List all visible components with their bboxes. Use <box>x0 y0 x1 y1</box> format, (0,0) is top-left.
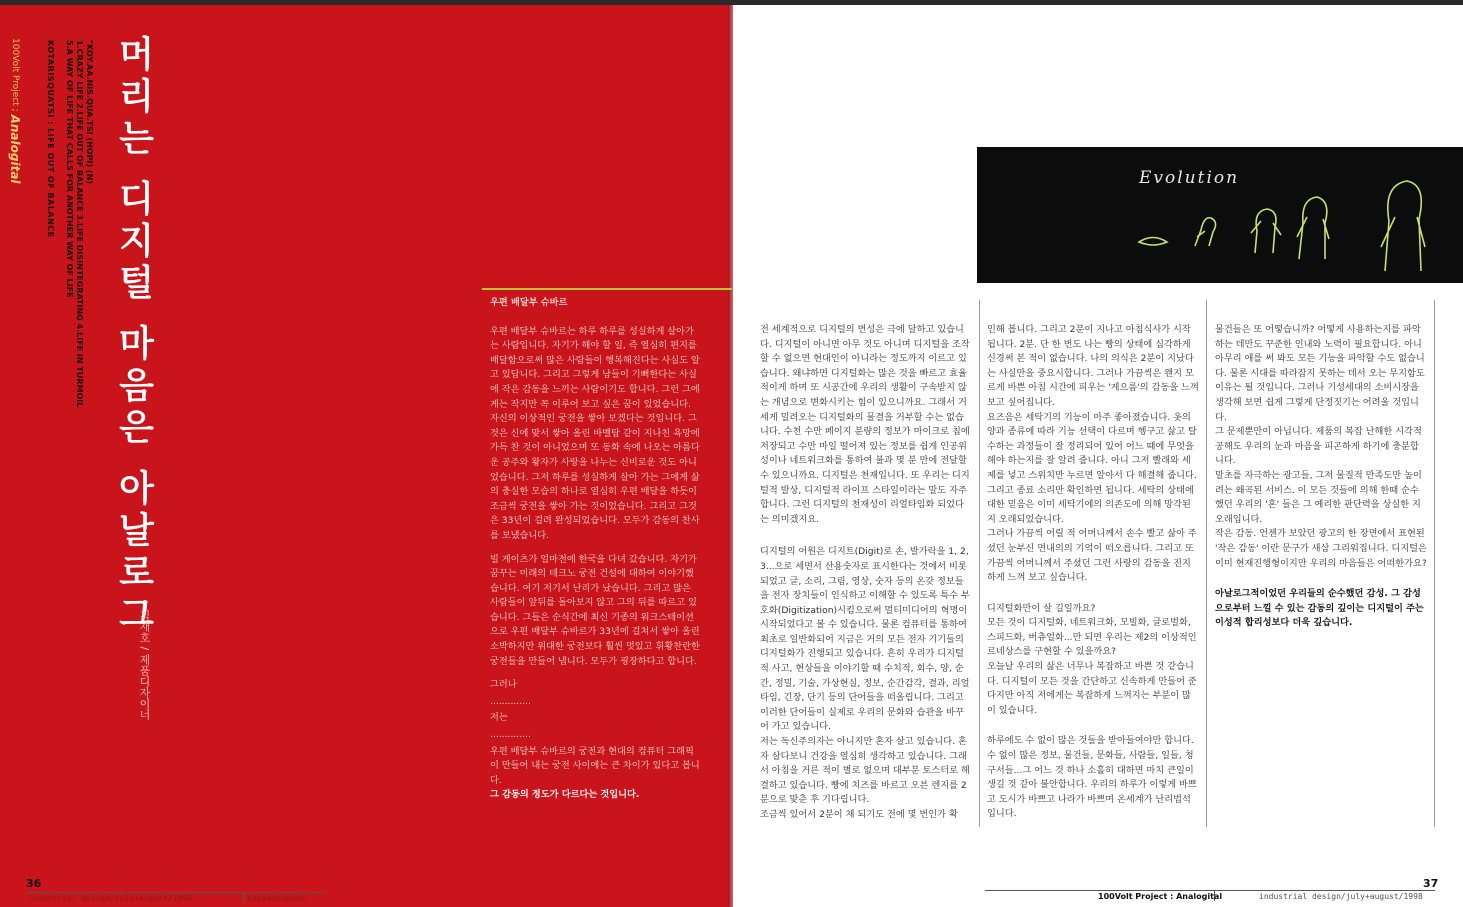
quote-line-1: "KOY.AA.NIS.QUA.TSI (HOPI) (N) <box>85 40 94 184</box>
divider-left <box>482 288 732 290</box>
paragraph: .............. <box>490 695 531 707</box>
paragraph: 오늘날 우리의 삶은 너무나 복잡하고 바쁜 것 같습니다. 디지털이 모든 것을 간단하고 신속하게 만들어 준다지만 아직 저에게는 복잡하게 느껴지는 부분이 많이 있습니다. <box>987 661 1197 716</box>
paragraph: 인해 봅니다. 그리고 2분이 지나고 아침식사가 시작됩니다. 2분. 단 한 번도 나는 빵의 상태에 심각하게 신경써 본 적이 없습니다. 나의 의식은 2분이 지났다는 사실만을 중요시합니다. 그러나 가끔씩은 왠지 모르게 바쁜 아침 시간에 피우는 '게으름'의 감동을 느껴 보고 싶어집니다. <box>987 324 1199 408</box>
paragraph: 저는 독신주의자는 아니지만 혼자 살고 있습니다. 혼자 살다보니 건강을 열심히 생각하고 있습니다. 그래서 아침을 거른 적이 별로 없으며 대부분 토스터로 해결하고 있습니다. 빵에 치즈를 바르고 오븐 렌지를 2분으로 맞춘 후 기다립니다. <box>760 736 970 806</box>
text-column-3 <box>1215 323 1427 640</box>
series-label <box>8 38 22 184</box>
paragraph: 물건들은 또 어떻습니까? 어떻게 사용하는지를 파악하는 데만도 꾸준한 인내와 노력이 필요합니다. 아니 아무리 애를 써 봐도 모든 기능을 파악할 수도 없습니다. 물론 시대를 따라잡지 못하는 데서 오는 무지함도 이유는 될 것입니다. 그러나 기성세대의 소비시장을 생각해 보면 쉽게 그렇게 단정짓기는 어려울 것입니다. <box>1215 324 1425 423</box>
creature-hominid <box>1297 197 1329 259</box>
footer-project-right: 100Volt Project : Analogital <box>1098 892 1223 901</box>
footer-journal-left: industrial design/july+august/1999 <box>28 894 192 903</box>
paragraph: 모든 것이 디지털화, 네트워크화, 모빌화, 글로벌화, 스피드화, 버츄얼화...만 되면 우리는 제2의 이상적인 르네상스를 구현할 수 있을까요? <box>987 617 1197 658</box>
paragraph: 작은 감동. 언젠가 보았던 광고의 한 장면에서 표현된 '작은 감동' 이란 문구가 새삼 그리워집니다. 디지털은 이미 현재진행형이지만 우리의 마음들은 어떠한가요? <box>1215 528 1427 569</box>
paragraph: 전 세계적으로 디지털의 번성은 극에 달하고 있습니다. 디지털이 아니면 아무 것도 아니며 디지털을 조작할 수 없으면 현대인이 아니라는 정도까지 이르고 있습니다. 왜냐하면 디지털화는 많은 것을 빠르고 효율적이게 하며 또 시공간에 우리의 생활이 구속받지 않는 개념으로 변화시키는 힘이 있으니까요. 그래서 거세게 밀려오는 디지털화의 물결을 거부할 수는 없습니다. 수천 수만 페이지 분량의 정보가 마이크로 칩에 저장되고 수만 마일 떨어져 있는 정보를 쉽게 인공위성이나 네트워크화를 통하여 불과 몇 분 만에 전달할 수 있으니까요. 디지털은 천재입니다. 또 우리는 디지털적 발상, 디지털적 라이프 스타일이라는 말도 자주 합니다. 그런 디지털의 천재성이 리얼타임화 되었다는 의미겠지요. <box>760 324 970 525</box>
creature-small <box>1195 218 1216 246</box>
series-name: Analogital <box>8 114 22 184</box>
kotari-subtitle: KOTARISQUATSI : LIFE OUT OF BALANCE <box>46 40 55 238</box>
page-number-right: 37 <box>1423 877 1439 890</box>
footer-rule-left <box>26 892 324 893</box>
creature-blob <box>1139 238 1167 246</box>
page-number-left: 36 <box>26 877 42 890</box>
definition-quote <box>64 40 94 407</box>
evolution-illustration <box>977 147 1463 283</box>
closing-statement: 아날로그적이었던 우리들의 순수했던 감성. 그 감성으로부터 느낄 수 있는 감동의 깊이는 디지털이 주는 이성적 합리성보다 더욱 깊습니다. <box>1215 588 1424 629</box>
creature-ape <box>1251 209 1281 253</box>
quote-line-3: 5.A WAY OF LIFE THAT CALLS FOR ANOTHER WAY OF LIFE <box>65 40 74 298</box>
series-prefix: 100Volt Project ; <box>10 38 20 112</box>
paragraph: 그러나 <box>490 679 517 691</box>
footer-journal-right: industrial design/july+august/1998 <box>1259 892 1423 901</box>
column-rule <box>1434 300 1435 827</box>
quote-line-2: 1.CRAZY LIFE 2.LIFE OUT OF BALANCE 3.LIFE DISINTEGRATING 4.LIFE IN TURMOIL <box>75 40 84 408</box>
column-rule <box>1206 300 1207 827</box>
text-column-2 <box>987 323 1199 831</box>
paragraph: .............. <box>490 729 531 741</box>
red-text-column <box>490 296 702 812</box>
footer-rule-right <box>985 890 1435 891</box>
footer-tick <box>243 893 244 903</box>
paragraph: 그러나 가끔씩 어릴 적 어머니께서 손수 빨고 삶아 주셨던 눈부신 면내의의 기억이 떠오릅니다. 그리고 또 가끔씩 어머니께서 주셨던 그런 사랑의 감동을 진지하게 느껴 보고 싶습니다. <box>987 528 1197 584</box>
paragraph: 우편 배달부 슈바르의 궁전과 현대의 컴퓨터 그래픽이 만들어 내는 궁전 사이에는 큰 차이가 있다고 봅니다. <box>490 745 700 786</box>
author-byline: 김재호 / 제품디자이너 <box>138 610 151 720</box>
paragraph: 요즈음은 세탁기의 기능이 아주 좋아졌습니다. 옷의 양과 종류에 따라 기능 선택이 다르며 헹구고 삶고 탈수하는 과정들이 잘 정리되어 있어 어느 때에 무엇을 해야 하는지를 잘 알려 줍니다. 아니 그저 빨래와 세제를 넣고 스위치만 누르면 알아서 다 해결해 줍니다. 그리고 종료 소리만 확인하면 됩니다. 세탁의 상태에 대한 믿음은 이미 세탁기에의 의존도에 의해 망각된 지 오래되었습니다. <box>987 411 1197 525</box>
evolution-caption: Evolution <box>1139 168 1240 188</box>
column-rule <box>979 300 980 827</box>
closing-statement: 그 감동의 정도가 다르다는 것입니다. <box>490 789 640 801</box>
article-title: 머리는 디지털 마음은 아날로그 <box>113 35 154 637</box>
paragraph: 디지털의 어원은 디지트(Digit)로 손, 발가락을 1, 2, 3...으로 세면서 산용숫자로 표시한다는 것에서 비롯되었고 글, 소리, 그림, 영상, 숫자 등의 온갖 정보들을 전자 장치들이 인식하고 이해할 수 있도록 특수 부호화(Digitization)시킴으로써 멀티미디어의 혁명이 시작되었다고 볼 수 있습니다. 물론 컴퓨터를 통하여 최초로 일반화되어 지금은 거의 모든 전자 기기들의 디지털화가 진행되고 있습니다. 흔히 우리가 디지털적 사고, 현상들을 이야기할 때 수치적, 회수, 양, 순간, 정밀, 기술, 가상현실, 정보, 순간감각, 결과, 리얼타임, 긴장, 단기 등의 단어들을 떠올립니다. 그리고 이러한 단어들이 실제로 우리의 문화와 습관을 바꾸어 가고 있습니다. <box>760 546 970 733</box>
paragraph: 우편 배달부 슈바르는 하루 하루를 성실하게 살아가는 사람입니다. 자기가 해야 할 일, 즉 열심히 편지를 배달함으로써 많은 사람들이 행복해진다는 사실도 알고 있답니다. 그리고 그렇게 남들이 기뻐한다는 사실에 작은 감동을 느끼는 사람이기도 합니다. 그런 그에게는 작지만 꼭 이루어 보고 싶은 꿈이 있었습니다. 자신의 이상적인 궁전을 쌓아 보겠다는 것입니다. 그것은 신에 맞서 쌓아 올린 바벨탑 같이 지나친 욕망에 가득 찬 것이 아니었으며 또 동화 속에 나오는 아름다운 공주와 왕자가 사랑을 나누는 신비로운 것도 아니었습니다. 그저 하루를 성실하게 살아 가는 그에게 삶의 충실한 모습의 하나로 열심히 우편 배달을 하듯이 조금씩 궁전을 쌓아 가는 것이었습니다. 그리고 그것은 33년이 걸려 완성되었습니다. 모두가 감동의 찬사를 보냈습니다. <box>490 325 700 541</box>
section-heading: 우편 배달부 슈바르 <box>490 297 568 308</box>
creature-human <box>1381 181 1425 271</box>
paragraph: 그 문제뿐만이 아닙니다. 제품의 복잡 난해한 시각적 공해도 우리의 눈과 마음을 피곤하게 하기에 충분합니다. <box>1215 426 1422 467</box>
paragraph: 조금씩 있어서 2분이 채 되기도 전에 몇 번인가 확 <box>760 809 958 820</box>
paragraph: 빌 게이츠가 얼마전에 한국을 다녀 갔습니다. 자기가 꿈꾸는 미래의 테크노 궁전 건설에 대하여 이야기했습니다. 여기 저기서 난리가 났습니다. 그리고 많은 사람들이 앞뒤를 돌아보지 않고 그의 뒤를 따르고 있습니다. 그들은 순식간에 최신 기종의 워크스테이션으로 우편 배달부 슈바르가 33년에 걸쳐서 쌓아 올린 소박하지만 위대한 궁전보다 훨씬 멋있고 휘황찬란한 궁전들을 만들어 냅니다. 모두가 굉장하다고 합니다. <box>490 553 700 667</box>
footer-title-left: Koyaanisquatsi <box>247 894 308 903</box>
evolution-drawing <box>977 147 1463 283</box>
paragraph: 디지털화만이 살 길일까요? <box>987 602 1096 614</box>
paragraph: 저는 <box>490 712 508 724</box>
text-column-1 <box>760 323 970 832</box>
paragraph: 말초를 자극하는 광고들, 그저 물질적 만족도만 높이려는 왜곡된 서비스. 이 모든 것들에 의해 한때 순수했던 우리의 '혼' 들은 그 예리한 판단력을 상실한 지 오래입니다. <box>1215 469 1422 525</box>
paragraph: 하루에도 수 없이 많은 것들을 받아들여야만 합니다. 수 없이 많은 정보, 물건들, 문화들, 사람들, 일들, 청구서들...그 어느 것 하나 소홀히 대하면 마치 큰일이 생길 것 같아 불안합니다. 우리의 하루가 이렇게 바쁘고 도시가 바쁘고 나라가 바쁘며 온세계가 난리법석입니다. <box>987 735 1197 820</box>
